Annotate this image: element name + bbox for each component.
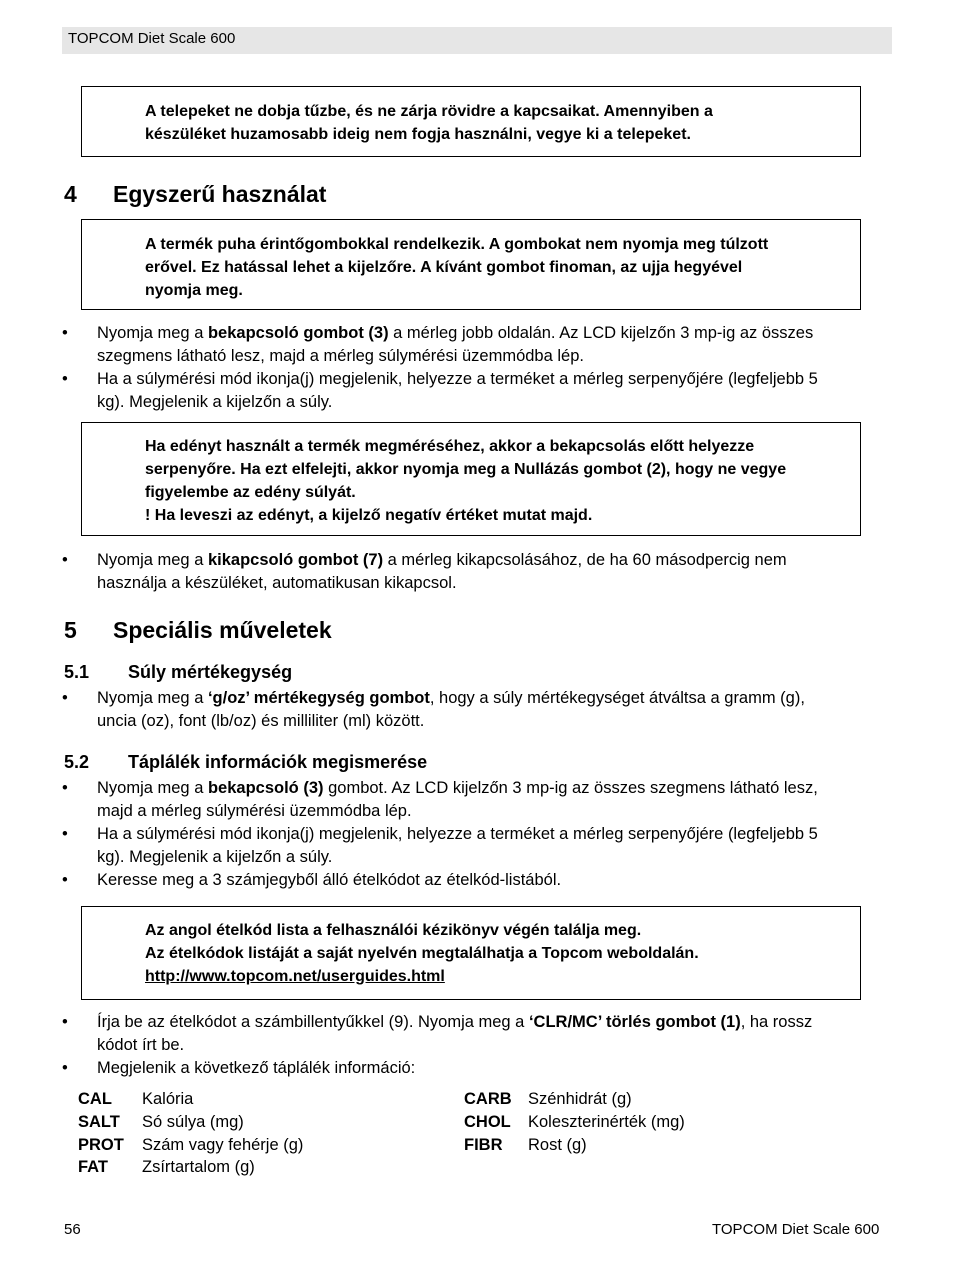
nutrient-abbr: FIBR xyxy=(464,1136,503,1154)
nutrient-desc: Koleszterinérték (mg) xyxy=(528,1113,685,1131)
bullet-dot: • xyxy=(62,551,68,569)
note-line: nyomja meg. xyxy=(145,282,243,299)
nutrient-abbr: FAT xyxy=(78,1158,108,1176)
nutrient-desc: Zsírtartalom (g) xyxy=(142,1158,255,1176)
note-box-food-code-list xyxy=(81,906,861,1000)
userguides-link[interactable]: http://www.topcom.net/userguides.html xyxy=(145,968,445,985)
nutrient-abbr: PROT xyxy=(78,1136,124,1154)
note-line: A termék puha érintőgombokkal rendelkezik. A gombokat nem nyomja meg túlzott xyxy=(145,236,769,253)
subsection-heading-5-1 xyxy=(64,661,664,683)
bullet-dot: • xyxy=(62,871,68,889)
nutrient-row xyxy=(78,1088,438,1111)
warning-box-batteries xyxy=(81,86,861,157)
nutrient-abbr: CHOL xyxy=(464,1113,511,1131)
bullet-dot: • xyxy=(62,689,68,707)
note-line: készüléket huzamosabb ideig nem fogja használni, vegye ki a telepeket. xyxy=(145,126,691,143)
section-number: 4 xyxy=(64,181,77,207)
subsection-number: 5.2 xyxy=(64,752,90,772)
bullet-dot: • xyxy=(62,324,68,342)
note-box-touch-buttons xyxy=(81,219,861,310)
nutrient-row xyxy=(78,1111,438,1134)
subsection-heading-5-2 xyxy=(64,751,664,773)
bullet-dot: • xyxy=(62,779,68,797)
note-line: A telepeket ne dobja tűzbe, és ne zárja rövidre a kapcsaikat. Amennyiben a xyxy=(145,103,713,120)
section-heading-5 xyxy=(64,616,664,644)
note-box-container xyxy=(81,422,861,536)
nutrient-desc: Rost (g) xyxy=(528,1136,587,1154)
nutrient-row xyxy=(78,1156,438,1179)
header-title: TOPCOM Diet Scale 600 xyxy=(68,30,236,47)
section-heading-4 xyxy=(64,180,664,208)
section-title: Egyszerű használat xyxy=(113,181,327,207)
page-number: 56 xyxy=(64,1221,81,1238)
nutrient-desc: Só súlya (mg) xyxy=(142,1113,244,1131)
note-line: Az ételkódok listáját a saját nyelvén megtalálhatja a Topcom weboldalán. xyxy=(145,945,699,962)
nutrient-row xyxy=(464,1111,824,1134)
bullet-dot: • xyxy=(62,370,68,388)
note-line: serpenyőre. Ha ezt elfelejti, akkor nyomja meg a Nullázás gombot (2), hogy ne vegye xyxy=(145,461,787,478)
bullet-dot: • xyxy=(62,1013,68,1031)
subsection-title: Táplálék információk megismerése xyxy=(128,752,428,772)
note-line: Ha edényt használt a termék megméréséhez, akkor a bekapcsolás előtt helyezze xyxy=(145,438,755,455)
nutrient-abbr: CARB xyxy=(464,1090,512,1108)
bullet-dot: • xyxy=(62,825,68,843)
nutrient-desc: Kalória xyxy=(142,1090,194,1108)
note-line: ! Ha leveszi az edényt, a kijelző negatív értéket mutat majd. xyxy=(145,507,593,524)
nutrient-desc: Szénhidrát (g) xyxy=(528,1090,632,1108)
nutrient-abbr: SALT xyxy=(78,1113,120,1131)
subsection-title: Súly mértékegység xyxy=(128,662,293,682)
nutrient-abbr: CAL xyxy=(78,1090,112,1108)
nutrient-desc: Szám vagy fehérje (g) xyxy=(142,1136,304,1154)
nutrient-row xyxy=(464,1134,824,1157)
subsection-number: 5.1 xyxy=(64,662,90,682)
note-line: erővel. Ez hatással lehet a kijelzőre. A kívánt gombot finoman, az ujja hegyével xyxy=(145,259,743,276)
nutrient-row xyxy=(78,1134,438,1157)
note-line: Az angol ételkód lista a felhasználói kézikönyv végén találja meg. xyxy=(145,922,642,939)
nutrient-row xyxy=(464,1088,824,1111)
footer-title: TOPCOM Diet Scale 600 xyxy=(712,1221,880,1238)
bullet-dot: • xyxy=(62,1059,68,1077)
note-line: figyelembe az edény súlyát. xyxy=(145,484,356,501)
section-title: Speciális műveletek xyxy=(113,617,332,643)
section-number: 5 xyxy=(64,617,77,643)
